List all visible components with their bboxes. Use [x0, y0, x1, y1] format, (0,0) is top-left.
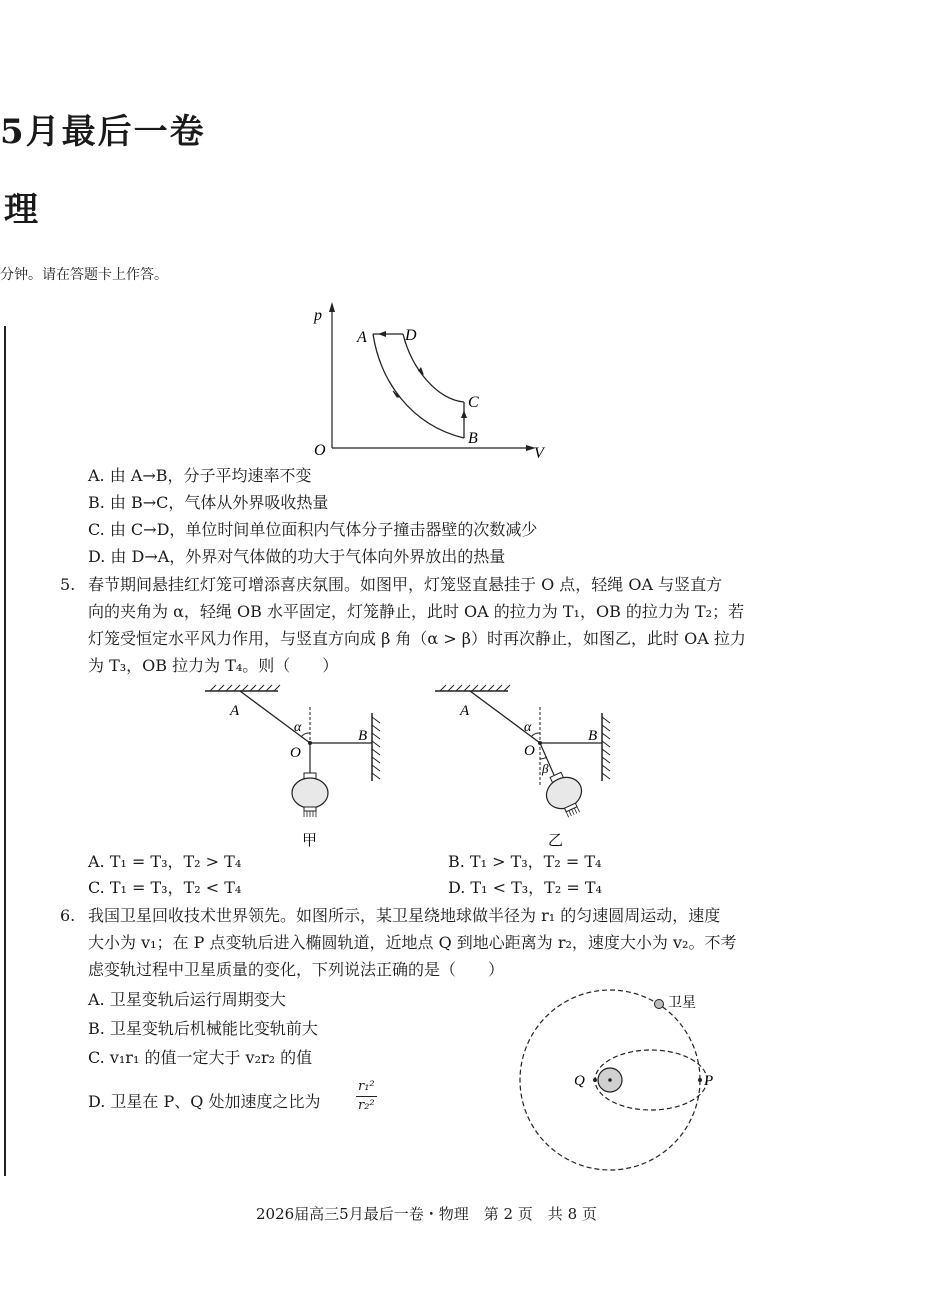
point-c-label: C [468, 394, 479, 411]
q5-option-d: D. T₁ < T₃，T₂ = T₄ [448, 878, 602, 897]
point-q-label: Q [574, 1073, 585, 1089]
q6-line-2: 大小为 v₁；在 P 点变轨后进入椭圆轨道，近地点 Q 到地心距离为 r₂，速度大小为 v₂。不考 [88, 933, 737, 952]
fig-jia-alpha-label: α [294, 720, 302, 735]
point-b-label: B [468, 430, 478, 447]
q6-fraction [356, 1078, 377, 1115]
q6-option-a: A. 卫星变轨后运行周期变大 [88, 990, 286, 1009]
q6-line-3: 虑变轨过程中卫星质量的变化，下列说法正确的是（ ） [88, 960, 505, 979]
q6-line-1: 我国卫星回收技术世界领先。如图所示，某卫星绕地球做半径为 r₁ 的匀速圆周运动，速度 [88, 906, 721, 925]
fig-yi-caption: 乙 [548, 833, 564, 849]
lantern-figure-jia [200, 685, 390, 855]
lantern-figure-yi [430, 685, 620, 855]
point-p-label: P [704, 1073, 714, 1089]
fig-jia-o-label: O [290, 745, 301, 761]
origin-label: O [314, 442, 326, 459]
q6-number: 6. [60, 906, 76, 925]
point-d-label: D [405, 327, 417, 344]
axis-p-label: p [314, 307, 322, 324]
fig-yi-a-label: A [460, 703, 470, 719]
fig-yi-alpha-label: α [524, 720, 532, 735]
subject-title: 理 [4, 190, 40, 230]
satellite-label: 卫星 [668, 996, 696, 1011]
q5-line-3: 灯笼受恒定水平风力作用，与竖直方向成 β 角（α > β）时再次静止，如图乙，此时 OA 拉力 [88, 629, 746, 648]
q5-option-b: B. T₁ > T₃，T₂ = T₄ [448, 852, 602, 871]
fig-yi-beta-label: β [542, 761, 549, 776]
q5-line-1: 春节期间悬挂红灯笼可增添喜庆氛围。如图甲，灯笼竖直悬挂于 O 点，轻绳 OA 与竖直方 [88, 575, 723, 594]
q5-number: 5. [60, 575, 76, 594]
fig-jia-caption: 甲 [302, 833, 318, 849]
q6-option-b: B. 卫星变轨后机械能比变轨前大 [88, 1019, 318, 1038]
q5-option-c: C. T₁ = T₃，T₂ < T₄ [88, 878, 242, 897]
q6-option-c: C. v₁r₁ 的值一定大于 v₂r₂ 的值 [88, 1048, 313, 1067]
fraction-numerator: r₁² [356, 1078, 377, 1097]
point-a-label: A [357, 329, 367, 346]
q5-option-a: A. T₁ = T₃，T₂ > T₄ [88, 852, 242, 871]
fig-yi-o-label: O [524, 743, 535, 759]
pv-graph [300, 300, 560, 465]
q5-line-4: 为 T₃，OB 拉力为 T₄。则（ ） [88, 656, 339, 675]
fig-yi-b-label: B [588, 728, 598, 744]
q4-option-d: D. 由 D→A，外界对气体做的功大于气体向外界放出的热量 [88, 547, 506, 566]
orbit-figure [515, 985, 715, 1175]
q4-option-b: B. 由 B→C，气体从外界吸收热量 [88, 493, 329, 512]
binding-line [4, 326, 6, 1176]
q5-line-2: 向的夹角为 α，轻绳 OB 水平固定，灯笼静止，此时 OA 的拉力为 T₁，OB 的拉力为 T₂；若 [88, 602, 745, 621]
fig-jia-a-label: A [230, 703, 240, 719]
fig-jia-b-label: B [358, 728, 368, 744]
axis-v-label: V [534, 445, 544, 462]
q4-option-c: C. 由 C→D，单位时间单位面积内气体分子撞击器壁的次数减少 [88, 520, 538, 539]
q4-option-a: A. 由 A→B，分子平均速率不变 [88, 466, 312, 485]
q6-option-d: D. 卫星在 P、Q 处加速度之比为 [88, 1092, 321, 1111]
exam-title: 5月最后一卷 [0, 112, 206, 152]
page-footer: 2026届高三5月最后一卷・物理 第 2 页 共 8 页 [256, 1205, 597, 1223]
exam-note: 分钟。请在答题卡上作答。 [0, 267, 168, 283]
fraction-denominator: r₂² [358, 1098, 375, 1113]
